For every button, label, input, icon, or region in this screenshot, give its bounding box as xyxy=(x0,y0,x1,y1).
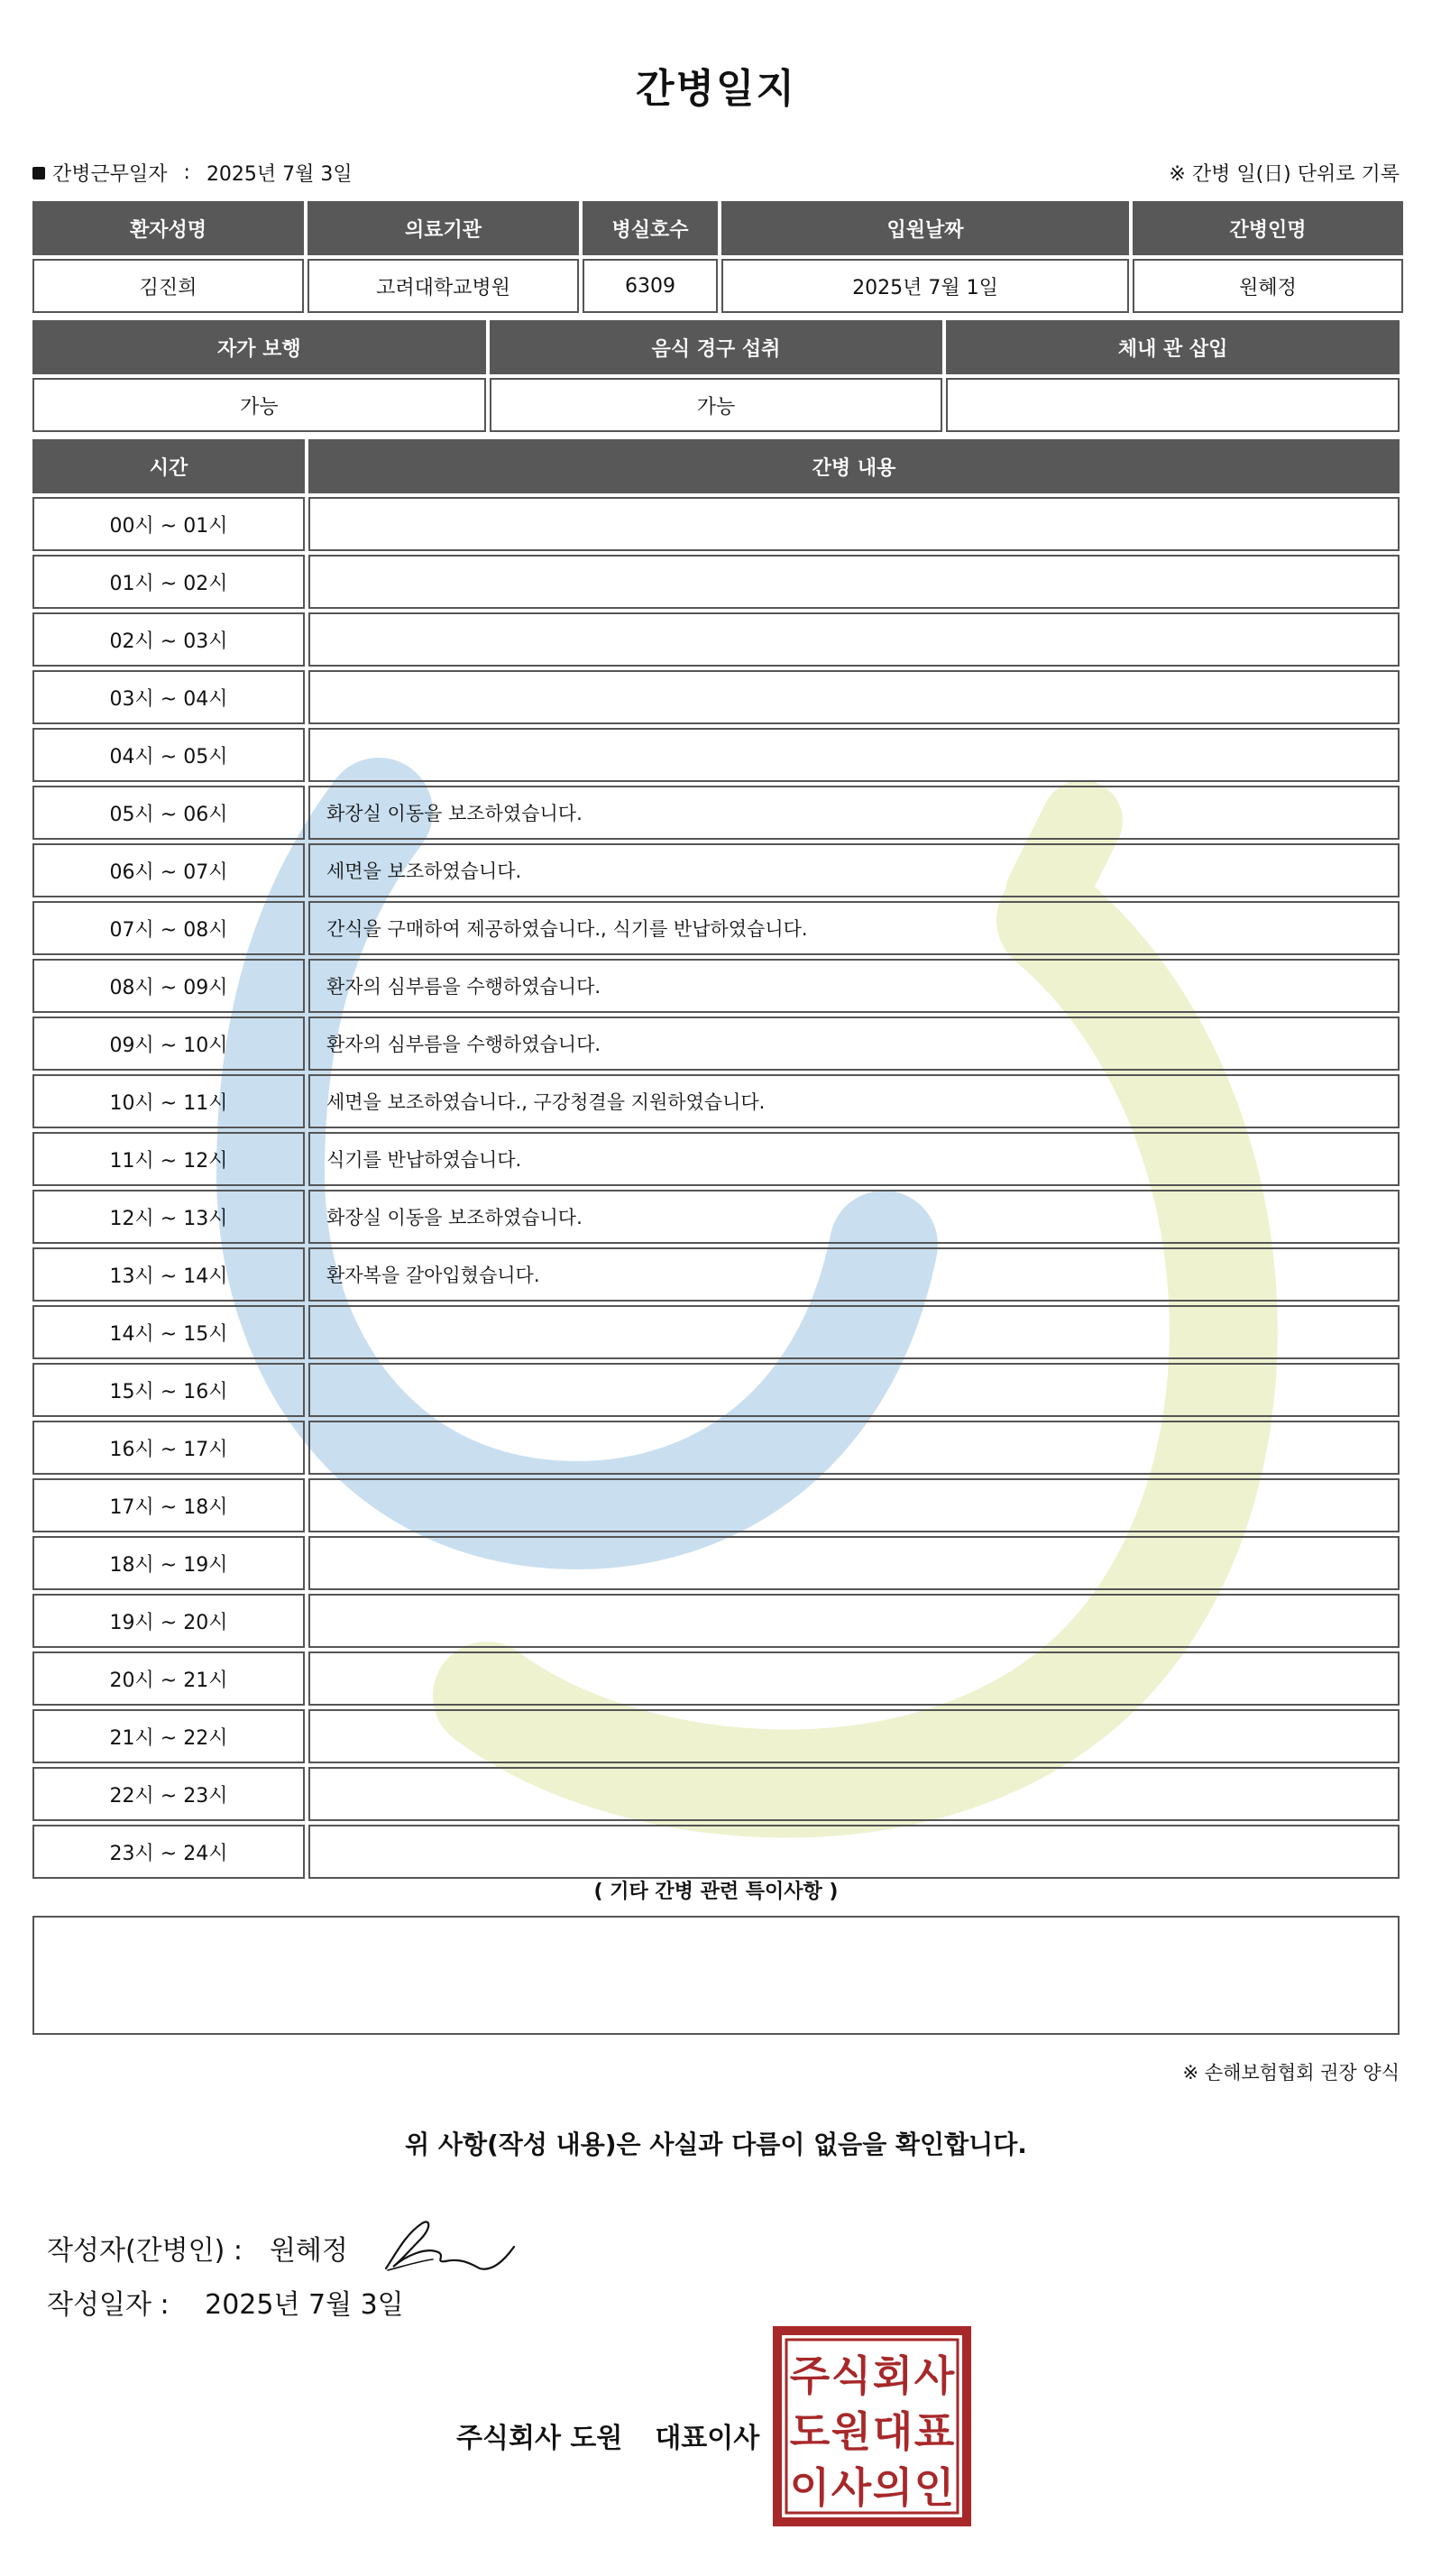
care-content-cell xyxy=(308,1305,1400,1359)
seal-glyph: 표 xyxy=(913,2407,955,2456)
care-content-cell xyxy=(308,497,1400,551)
header-time: 시간 xyxy=(32,439,305,493)
time-cell: 05시 ~ 06시 xyxy=(32,786,305,840)
time-cell: 03시 ~ 04시 xyxy=(32,670,305,724)
care-content-cell xyxy=(308,670,1400,724)
time-cell: 10시 ~ 11시 xyxy=(32,1074,305,1128)
seal-glyph: 이 xyxy=(789,2463,831,2512)
patient-name-cell: 김진희 xyxy=(32,259,304,313)
table-row xyxy=(32,1421,1400,1475)
ability-header-row xyxy=(32,320,1400,374)
table-row xyxy=(32,843,1400,897)
header-hospital: 의료기관 xyxy=(308,201,579,255)
care-content-cell: 식기를 반납하였습니다. xyxy=(308,1132,1400,1186)
time-cell: 18시 ~ 19시 xyxy=(32,1536,305,1590)
table-row xyxy=(32,959,1400,1013)
care-content-cell xyxy=(308,555,1400,609)
table-row xyxy=(32,1247,1400,1302)
care-content-cell xyxy=(308,1825,1400,1879)
time-cell: 09시 ~ 10시 xyxy=(32,1017,305,1071)
care-log-body xyxy=(32,497,1400,1879)
seal-glyph: 사 xyxy=(913,2351,955,2400)
company-title: 대표이사 xyxy=(655,2423,760,2454)
seal-glyph: 대 xyxy=(872,2407,913,2456)
table-row xyxy=(32,786,1400,840)
room-number-cell: 6309 xyxy=(583,259,718,313)
writer-label: 작성자(간병인) : xyxy=(47,2235,243,2267)
care-content-cell xyxy=(308,1363,1400,1417)
record-unit-note: ※ 간병 일(日) 단위로 기록 xyxy=(1169,163,1400,186)
seal-glyph: 회 xyxy=(872,2351,913,2400)
patient-value-row xyxy=(32,259,1403,313)
table-row xyxy=(32,1305,1400,1359)
work-date-line xyxy=(32,159,353,187)
header-patient-name: 환자성명 xyxy=(32,201,304,255)
time-cell: 13시 ~ 14시 xyxy=(32,1247,305,1302)
writer-name: 원혜정 xyxy=(269,2235,348,2267)
seal-glyph: 원 xyxy=(831,2407,872,2456)
table-row xyxy=(32,1363,1400,1417)
table-row xyxy=(32,1594,1400,1648)
care-content-cell: 세면을 보조하였습니다., 구강청결을 지원하였습니다. xyxy=(308,1074,1400,1128)
table-row xyxy=(32,1651,1400,1706)
care-content-cell xyxy=(308,1536,1400,1590)
company-name: 주식회사 도원 xyxy=(456,2423,623,2454)
time-cell: 23시 ~ 24시 xyxy=(32,1825,305,1879)
time-cell: 14시 ~ 15시 xyxy=(32,1305,305,1359)
time-cell: 04시 ~ 05시 xyxy=(32,728,305,782)
hospital-cell: 고려대학교병원 xyxy=(308,259,579,313)
square-bullet-icon xyxy=(32,167,45,179)
extra-notes-box xyxy=(32,1916,1400,2035)
seal-glyph: 주 xyxy=(789,2351,831,2400)
seal-glyph: 의 xyxy=(872,2463,913,2512)
time-cell: 20시 ~ 21시 xyxy=(32,1651,305,1706)
care-content-cell: 화장실 이동을 보조하였습니다. xyxy=(308,1190,1400,1244)
work-date-value: 2025년 7월 3일 xyxy=(206,163,353,186)
time-cell: 07시 ~ 08시 xyxy=(32,901,305,955)
insurance-form-note: ※ 손해보험협회 권장 양식 xyxy=(1182,2062,1400,2084)
table-row xyxy=(32,728,1400,782)
care-content-cell: 환자복을 갈아입혔습니다. xyxy=(308,1247,1400,1302)
table-row xyxy=(32,497,1400,551)
table-row xyxy=(32,1017,1400,1071)
work-date-label: 간병근무일자 xyxy=(52,163,168,186)
time-cell: 00시 ~ 01시 xyxy=(32,497,305,551)
company-line xyxy=(456,2415,759,2455)
care-log-header-row xyxy=(32,439,1400,493)
signature-icon xyxy=(379,2216,532,2279)
time-cell: 15시 ~ 16시 xyxy=(32,1363,305,1417)
ability-value-row xyxy=(32,378,1400,432)
time-cell: 16시 ~ 17시 xyxy=(32,1421,305,1475)
document-title: 간병일지 xyxy=(635,66,796,112)
write-date-label: 작성일자 : xyxy=(47,2289,170,2321)
care-content-cell: 환자의 심부름을 수행하였습니다. xyxy=(308,1017,1400,1071)
writer-line xyxy=(47,2216,532,2279)
patient-info-table xyxy=(29,198,1407,317)
ability-table xyxy=(29,317,1403,436)
care-content-cell: 화장실 이동을 보조하였습니다. xyxy=(308,786,1400,840)
company-seal-stamp xyxy=(772,2325,972,2527)
table-row xyxy=(32,1767,1400,1821)
time-cell: 21시 ~ 22시 xyxy=(32,1709,305,1763)
header-self-walking: 자가 보행 xyxy=(32,320,486,374)
header-caregiver-name: 간병인명 xyxy=(1133,201,1403,255)
oral-intake-cell: 가능 xyxy=(490,378,943,432)
time-cell: 19시 ~ 20시 xyxy=(32,1594,305,1648)
care-content-cell xyxy=(308,612,1400,667)
time-cell: 12시 ~ 13시 xyxy=(32,1190,305,1244)
patient-header-row xyxy=(32,201,1403,255)
table-row xyxy=(32,612,1400,667)
header-tube-insertion: 체내 관 삽입 xyxy=(946,320,1400,374)
extra-notes-title: ( 기타 간병 관련 특이사항 ) xyxy=(593,1881,839,1903)
time-cell: 22시 ~ 23시 xyxy=(32,1767,305,1821)
admission-date-cell: 2025년 7월 1일 xyxy=(721,259,1129,313)
time-cell: 01시 ~ 02시 xyxy=(32,555,305,609)
seal-glyph: 사 xyxy=(831,2463,872,2512)
header-admission-date: 입원날짜 xyxy=(721,201,1129,255)
time-cell: 02시 ~ 03시 xyxy=(32,612,305,667)
header-care-content: 간병 내용 xyxy=(308,439,1400,493)
self-walking-cell: 가능 xyxy=(32,378,486,432)
care-content-cell xyxy=(308,1709,1400,1763)
write-date-line xyxy=(47,2282,404,2322)
time-cell: 08시 ~ 09시 xyxy=(32,959,305,1013)
table-row xyxy=(32,1825,1400,1879)
care-content-cell xyxy=(308,1478,1400,1532)
seal-glyph: 식 xyxy=(831,2351,872,2400)
table-row xyxy=(32,1709,1400,1763)
care-content-cell: 간식을 구매하여 제공하였습니다., 식기를 반납하였습니다. xyxy=(308,901,1400,955)
table-row xyxy=(32,901,1400,955)
time-cell: 11시 ~ 12시 xyxy=(32,1132,305,1186)
table-row xyxy=(32,670,1400,724)
seal-glyph: 도 xyxy=(789,2407,831,2456)
care-log-table xyxy=(29,436,1403,1882)
write-date-value: 2025년 7월 3일 xyxy=(205,2289,404,2321)
table-row xyxy=(32,1478,1400,1532)
time-cell: 17시 ~ 18시 xyxy=(32,1478,305,1532)
table-row xyxy=(32,1074,1400,1128)
confirmation-statement: 위 사항(작성 내용)은 사실과 다름이 없음을 확인합니다. xyxy=(405,2130,1027,2159)
care-content-cell xyxy=(308,1767,1400,1821)
seal-glyph: 인 xyxy=(913,2463,955,2512)
table-row xyxy=(32,555,1400,609)
care-content-cell xyxy=(308,1421,1400,1475)
time-cell: 06시 ~ 07시 xyxy=(32,843,305,897)
care-content-cell: 세면을 보조하였습니다. xyxy=(308,843,1400,897)
care-content-cell xyxy=(308,1651,1400,1706)
table-row xyxy=(32,1132,1400,1186)
work-date-separator: : xyxy=(183,161,190,184)
header-oral-intake: 음식 경구 섭취 xyxy=(490,320,943,374)
tube-insertion-cell xyxy=(946,378,1400,432)
table-row xyxy=(32,1536,1400,1590)
care-content-cell xyxy=(308,1594,1400,1648)
care-content-cell: 환자의 심부름을 수행하였습니다. xyxy=(308,959,1400,1013)
caregiver-name-cell: 원혜정 xyxy=(1133,259,1403,313)
care-content-cell xyxy=(308,728,1400,782)
header-room-number: 병실호수 xyxy=(583,201,718,255)
table-row xyxy=(32,1190,1400,1244)
